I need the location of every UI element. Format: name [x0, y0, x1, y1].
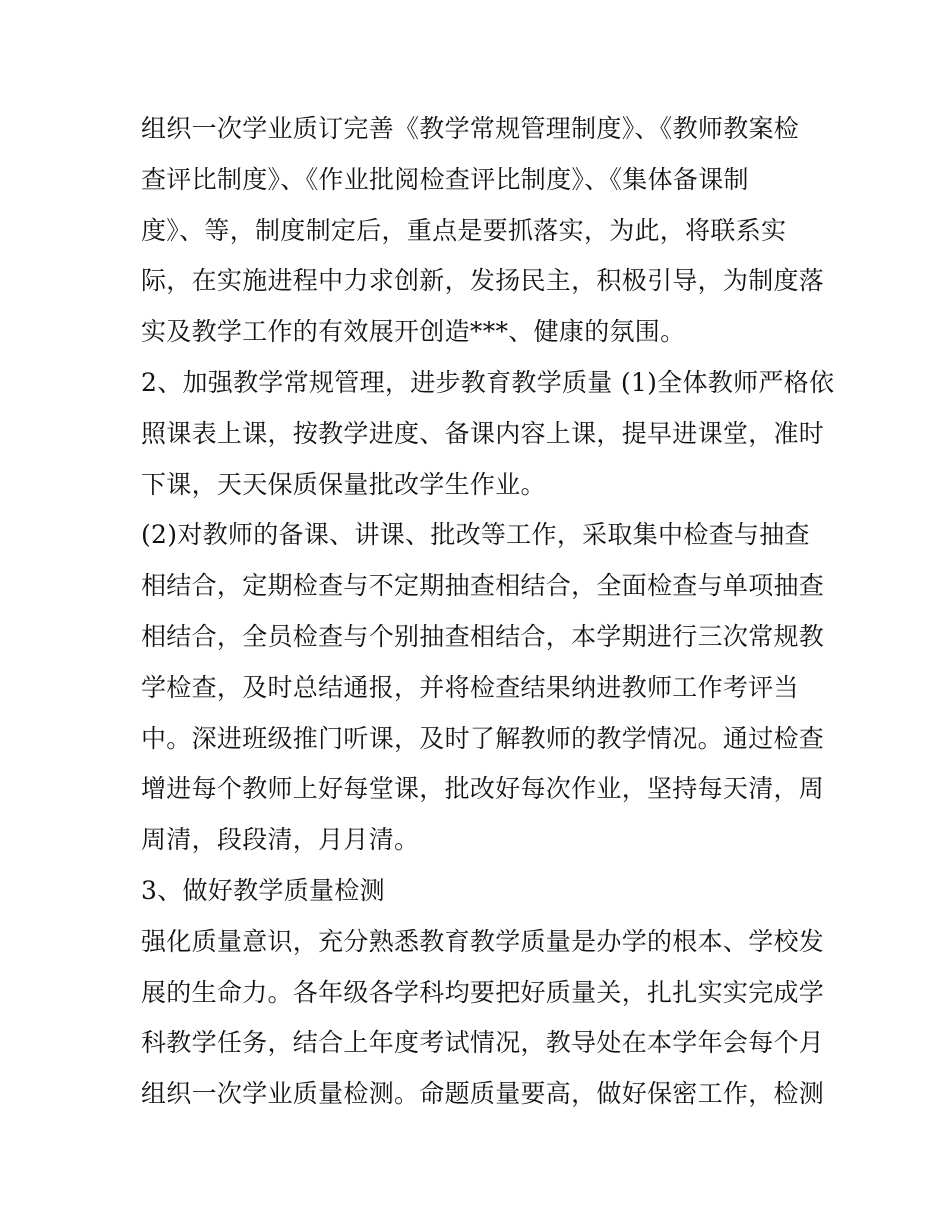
text-line: 查评比制度》、《作业批阅检查评比制度》、《集体备课制	[141, 164, 749, 194]
text-line: 科教学任务，结合上年度考试情况，教导处在本学年会每个月	[141, 1028, 825, 1058]
text-line: 相结合，全员检查与个别抽查相结合，本学期进行三次常规教	[141, 621, 825, 651]
text-line: 度》、等，制度制定后，重点是要抓落实，为此，将联系实	[141, 215, 787, 245]
text-line: 展的生命力。各年级各学科均要把好质量关，扎扎实实完成学	[141, 977, 825, 1007]
text-line: 相结合，定期检查与不定期抽查相结合，全面检查与单项抽查	[141, 571, 825, 601]
text-line: 下课，天天保质保量批改学生作业。	[141, 469, 546, 499]
section-heading-3: 3、做好教学质量检测	[141, 875, 385, 905]
body-text	[141, 104, 835, 1120]
text-line: 周清，段段清，月月清。	[141, 825, 420, 855]
text-line: 照课表上课，按教学进度、备课内容上课，提早进课堂，准时	[141, 418, 825, 448]
text-line: 学检查，及时总结通报，并将检查结果纳进教师工作考评当	[141, 672, 799, 702]
text-line: 组织一次学业质订完善《教学常规管理制度》、《教师教案检	[141, 114, 800, 143]
section-heading-2: 2、加强教学常规管理，进步教育教学质量 (1)全体教师严格依	[141, 367, 835, 397]
text-line: 实及教学工作的有效展开创造***、健康的氛围。	[141, 317, 686, 347]
text-line: 际，在实施进程中力求创新，发扬民主，积极引导，为制度落	[141, 266, 825, 296]
text-line: 强化质量意识，充分熟悉教育教学质量是办学的根本、学校发	[141, 926, 825, 956]
text-line: 中。深进班级推门听课，及时了解教师的教学情况。通过检查	[141, 723, 825, 753]
text-line: 组织一次学业质量检测。命题质量要高，做好保密工作，检测	[141, 1079, 825, 1109]
text-line: (2)对教师的备课、讲课、批改等工作，采取集中检查与抽查	[141, 520, 810, 550]
text-line: 增进每个教师上好每堂课，批改好每次作业，坚持每天清，周	[141, 774, 825, 804]
